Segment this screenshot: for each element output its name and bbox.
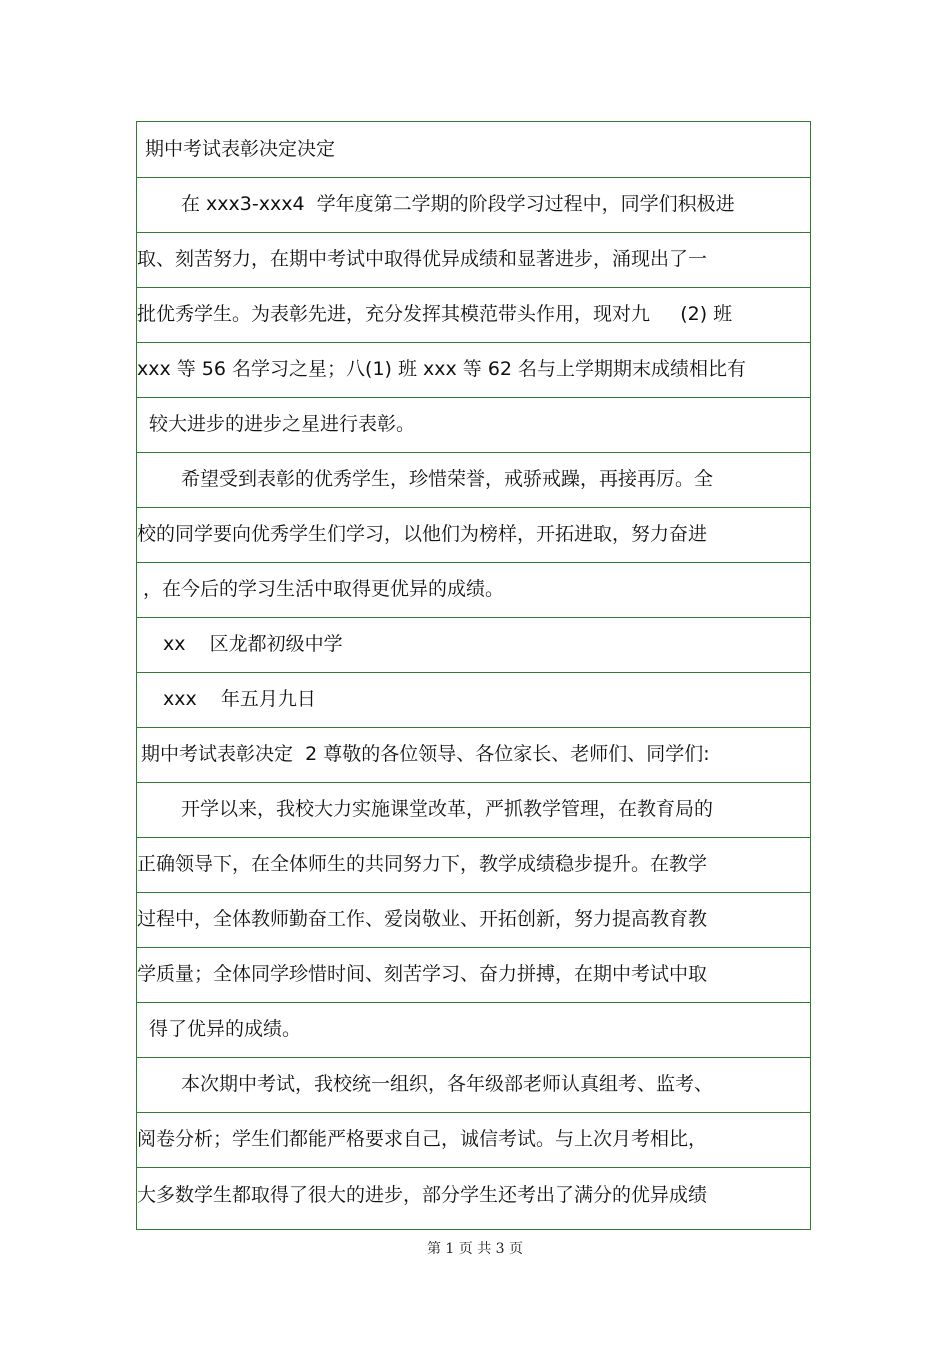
text-line	[137, 1167, 810, 1223]
text-line	[137, 452, 810, 508]
text-line	[137, 617, 810, 673]
line-text: 得了优异的成绩。	[149, 1018, 302, 1040]
line-text: xxx 等 56 名学习之星；八(1) 班 xxx 等 62 名与上学期期末成绩相比有	[137, 358, 747, 380]
line-text: 校的同学要向优秀学生们学习，以他们为榜样，开拓进取，努力奋进	[137, 523, 708, 545]
line-text: 大多数学生都取得了很大的进步，部分学生还考出了满分的优异成绩	[137, 1183, 708, 1206]
text-line	[137, 947, 810, 1003]
text-line	[137, 562, 810, 618]
line-text: 批优秀学生。为表彰先进，充分发挥其模范带头作用，现对九 (2) 班	[137, 303, 733, 325]
line-text: 开学以来，我校大力实施课堂改革，严抓教学管理，在教育局的	[181, 798, 714, 820]
text-line	[137, 782, 810, 838]
line-text: xxx 年五月九日	[163, 688, 316, 710]
text-line	[137, 122, 810, 178]
line-text: 学质量；全体同学珍惜时间、刻苦学习、奋力拼搏，在期中考试中取	[137, 963, 708, 985]
text-line	[137, 232, 810, 288]
line-text: ，在今后的学习生活中取得更优异的成绩。	[143, 578, 505, 600]
line-text: 期中考试表彰决定决定	[145, 138, 336, 160]
text-line	[137, 1112, 810, 1168]
text-line	[137, 397, 810, 453]
text-line	[137, 672, 810, 728]
text-line	[137, 177, 810, 233]
line-text: xx 区龙都初级中学	[163, 633, 343, 655]
text-line	[137, 837, 810, 893]
line-text: 在 xxx3-xxx4 学年度第二学期的阶段学习过程中，同学们积极进	[181, 193, 735, 215]
line-text: 期中考试表彰决定 2 尊敬的各位领导、各位家长、老师们、同学们:	[141, 743, 710, 765]
text-line	[137, 342, 810, 398]
line-text: 阅卷分析；学生们都能严格要求自己，诚信考试。与上次月考相比，	[137, 1128, 708, 1150]
page-footer: 第 1 页 共 3 页	[426, 1241, 524, 1257]
line-text: 取、刻苦努力，在期中考试中取得优异成绩和显著进步，涌现出了一	[137, 248, 708, 270]
text-line	[137, 892, 810, 948]
line-text: 本次期中考试，我校统一组织，各年级部老师认真组考、监考、	[181, 1073, 714, 1095]
text-line	[137, 1057, 810, 1113]
text-line	[137, 727, 810, 783]
line-text: 希望受到表彰的优秀学生，珍惜荣誉，戒骄戒躁，再接再厉。全	[181, 468, 714, 490]
document-frame	[136, 121, 811, 1230]
text-line	[137, 287, 810, 343]
line-text: 过程中，全体教师勤奋工作、爱岗敬业、开拓创新，努力提高教育教	[137, 908, 708, 930]
text-line	[137, 507, 810, 563]
line-text: 正确领导下，在全体师生的共同努力下，教学成绩稳步提升。在教学	[137, 853, 708, 875]
text-line	[137, 1002, 810, 1058]
line-text: 较大进步的进步之星进行表彰。	[149, 413, 416, 435]
